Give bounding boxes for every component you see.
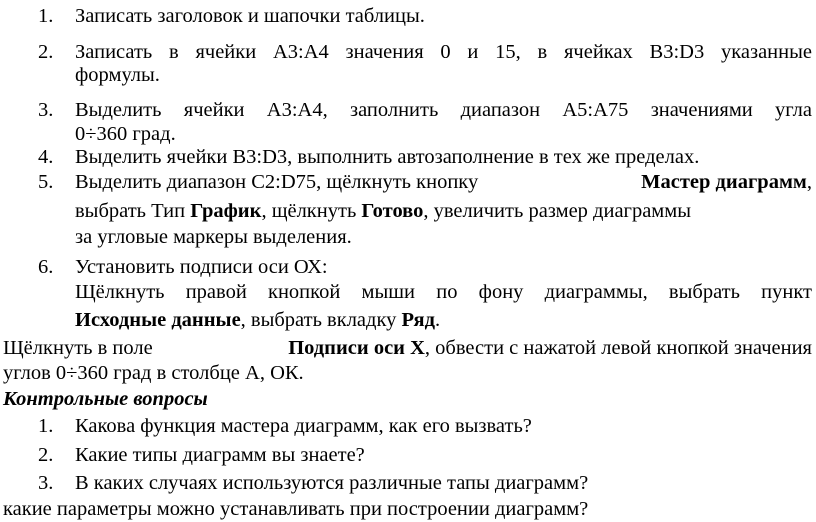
paragraph-part bbox=[288, 336, 812, 360]
paragraph-part: Щёлкнуть в поле bbox=[3, 337, 153, 359]
step-text bbox=[75, 308, 440, 332]
question-number: 1. bbox=[38, 415, 54, 437]
step-number: 1. bbox=[38, 5, 54, 27]
step-text-part: , щёлкнуть bbox=[261, 200, 357, 222]
step-text-part: , увеличить размер диаграммы bbox=[423, 200, 692, 222]
question-number: 2. bbox=[38, 444, 54, 466]
trailing-text: какие параметры можно устанавливать при построении диаграмм? bbox=[3, 498, 589, 520]
step-text: Выделить ячейки В3:D3, выполнить автозаполнение в тех же пределах. bbox=[75, 146, 700, 168]
punctuation: . bbox=[434, 309, 441, 331]
step-text: Установить подписи оси ОХ: bbox=[75, 256, 328, 278]
question-text: Какие типы диаграмм вы знаете? bbox=[75, 444, 365, 466]
ui-term: Ряд bbox=[401, 309, 435, 331]
step-number: 4. bbox=[38, 146, 54, 168]
paragraph-part: , обвести с нажатой левой кнопкой значения bbox=[424, 337, 812, 359]
step-text-part: Выделить диапазон С2:D75, щёлкнуть кнопку bbox=[75, 171, 479, 193]
paragraph-line bbox=[3, 336, 812, 360]
step-text: Выделить ячейки А3:А4, заполнить диапазон А5:А75 значениями угла bbox=[75, 99, 812, 121]
step-text bbox=[75, 170, 812, 194]
step-text: за угловые маркеры выделения. bbox=[75, 226, 352, 248]
ui-term: Мастер диаграмм bbox=[641, 171, 807, 193]
question-text: В каких случаях используются различные тапы диаграмм? bbox=[75, 472, 589, 494]
step-number: 6. bbox=[38, 256, 54, 278]
step-text: Записать заголовок и шапочки таблицы. bbox=[75, 5, 425, 27]
step-text: 0÷360 град. bbox=[75, 123, 176, 145]
ui-term: График bbox=[190, 200, 262, 222]
ui-term: Готово bbox=[361, 200, 424, 222]
step-text-bold bbox=[641, 170, 812, 194]
step-text: Щёлкнуть правой кнопкой мыши по фону диаграммы, выбрать пункт bbox=[75, 281, 812, 303]
step-text-part: выбрать Тип bbox=[75, 200, 186, 222]
ui-term: Исходные данные bbox=[75, 309, 241, 331]
step-number: 5. bbox=[38, 171, 54, 193]
questions-heading: Контрольные вопросы bbox=[3, 388, 208, 410]
step-text: формулы. bbox=[75, 64, 160, 86]
punctuation: , bbox=[806, 171, 812, 193]
step-text-part: , выбрать вкладку bbox=[240, 309, 397, 331]
question-number: 3. bbox=[38, 472, 54, 494]
step-number: 3. bbox=[38, 99, 54, 121]
step-text: Записать в ячейки А3:А4 значения 0 и 15, в ячейках В3:D3 указанные bbox=[75, 41, 812, 63]
step-text bbox=[75, 199, 691, 223]
question-text: Какова функция мастера диаграмм, как его вызвать? bbox=[75, 415, 532, 437]
step-number: 2. bbox=[38, 41, 54, 63]
ui-term: Подписи оси Х bbox=[288, 337, 425, 359]
paragraph-line: углов 0÷360 град в столбце А, ОК. bbox=[3, 362, 304, 384]
